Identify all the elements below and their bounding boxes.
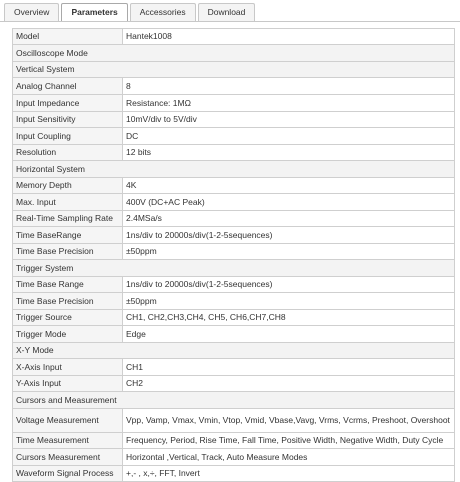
table-row: [13, 29, 455, 45]
parameter-value: CH1, CH2,CH3,CH4, CH5, CH6,CH7,CH8: [123, 310, 455, 326]
parameter-value: Edge: [123, 326, 455, 343]
table-row: [13, 376, 455, 392]
tab-accessories[interactable]: Accessories: [130, 3, 196, 21]
parameter-value: Hantek1008: [123, 29, 455, 45]
table-row: [13, 227, 455, 244]
section-header: Oscilloscope Mode: [13, 45, 455, 62]
table-row: [13, 466, 455, 482]
parameter-label: Input Sensitivity: [13, 112, 123, 128]
parameter-label: Time Base Range: [13, 277, 123, 293]
parameter-label: Model: [13, 29, 123, 45]
tab-bar: [4, 3, 257, 22]
parameter-label: Time Base Precision: [13, 293, 123, 310]
parameter-label: Cursors Measurement: [13, 449, 123, 466]
table-row: [13, 128, 455, 145]
parameter-value: 12 bits: [123, 145, 455, 161]
parameter-value: CH1: [123, 359, 455, 376]
table-row: [13, 409, 455, 433]
parameter-label: Waveform Signal Process: [13, 466, 123, 482]
parameter-value: Frequency, Period, Rise Time, Fall Time, Positive Width, Negative Width, Duty Cycle: [123, 433, 455, 449]
parameter-value: +,- , x,÷, FFT, Invert: [123, 466, 455, 482]
table-row: [13, 359, 455, 376]
table-row: [13, 244, 455, 260]
parameter-value: ±50ppm: [123, 244, 455, 260]
parameter-value: DC: [123, 128, 455, 145]
parameter-label: Input Coupling: [13, 128, 123, 145]
section-header: Trigger System: [13, 260, 455, 277]
tab-download[interactable]: Download: [198, 3, 256, 21]
table-row: [13, 449, 455, 466]
parameter-value: CH2: [123, 376, 455, 392]
parameter-label: Input Impedance: [13, 95, 123, 112]
parameter-label: Trigger Mode: [13, 326, 123, 343]
table-row: [13, 78, 455, 95]
parameter-label: Y-Axis Input: [13, 376, 123, 392]
parameters-table: [12, 28, 455, 482]
section-header: Horizontal System: [13, 161, 455, 178]
section-row: [13, 343, 455, 359]
table-row: [13, 145, 455, 161]
parameter-value: 400V (DC+AC Peak): [123, 194, 455, 211]
parameter-value: Resistance: 1MΩ: [123, 95, 455, 112]
tab-divider: [0, 21, 460, 22]
parameter-label: Real-Time Sampling Rate: [13, 211, 123, 227]
section-row: [13, 62, 455, 78]
parameter-value: 1ns/div to 20000s/div(1-2-5sequences): [123, 227, 455, 244]
section-header: Cursors and Measurement: [13, 392, 455, 409]
table-row: [13, 326, 455, 343]
section-header: Vertical System: [13, 62, 455, 78]
parameter-label: Max. Input: [13, 194, 123, 211]
parameter-value: Horizontal ,Vertical, Track, Auto Measure Modes: [123, 449, 455, 466]
table-row: [13, 433, 455, 449]
section-row: [13, 45, 455, 62]
parameters-table-body: [13, 29, 455, 482]
table-row: [13, 95, 455, 112]
parameter-label: Trigger Source: [13, 310, 123, 326]
table-row: [13, 310, 455, 326]
parameter-value: 4K: [123, 178, 455, 194]
parameter-value: ±50ppm: [123, 293, 455, 310]
parameter-label: Memory Depth: [13, 178, 123, 194]
table-row: [13, 112, 455, 128]
table-row: [13, 293, 455, 310]
tab-overview[interactable]: Overview: [4, 3, 59, 21]
parameter-label: Time BaseRange: [13, 227, 123, 244]
parameter-value: 2.4MSa/s: [123, 211, 455, 227]
tab-parameters[interactable]: Parameters: [61, 3, 127, 22]
section-row: [13, 392, 455, 409]
section-row: [13, 260, 455, 277]
parameter-value: 8: [123, 78, 455, 95]
table-row: [13, 178, 455, 194]
parameter-label: X-Axis Input: [13, 359, 123, 376]
table-row: [13, 211, 455, 227]
parameter-label: Resolution: [13, 145, 123, 161]
parameter-label: Analog Channel: [13, 78, 123, 95]
parameter-value: Vpp, Vamp, Vmax, Vmin, Vtop, Vmid, Vbase,Vavg, Vrms, Vcrms, Preshoot, Overshoot: [123, 409, 455, 433]
section-row: [13, 161, 455, 178]
section-header: X-Y Mode: [13, 343, 455, 359]
parameter-value: 10mV/div to 5V/div: [123, 112, 455, 128]
parameter-label: Time Base Precision: [13, 244, 123, 260]
table-row: [13, 194, 455, 211]
parameter-value: 1ns/div to 20000s/div(1-2-5sequences): [123, 277, 455, 293]
table-row: [13, 277, 455, 293]
parameter-label: Time Measurement: [13, 433, 123, 449]
parameter-label: Voltage Measurement: [13, 409, 123, 433]
